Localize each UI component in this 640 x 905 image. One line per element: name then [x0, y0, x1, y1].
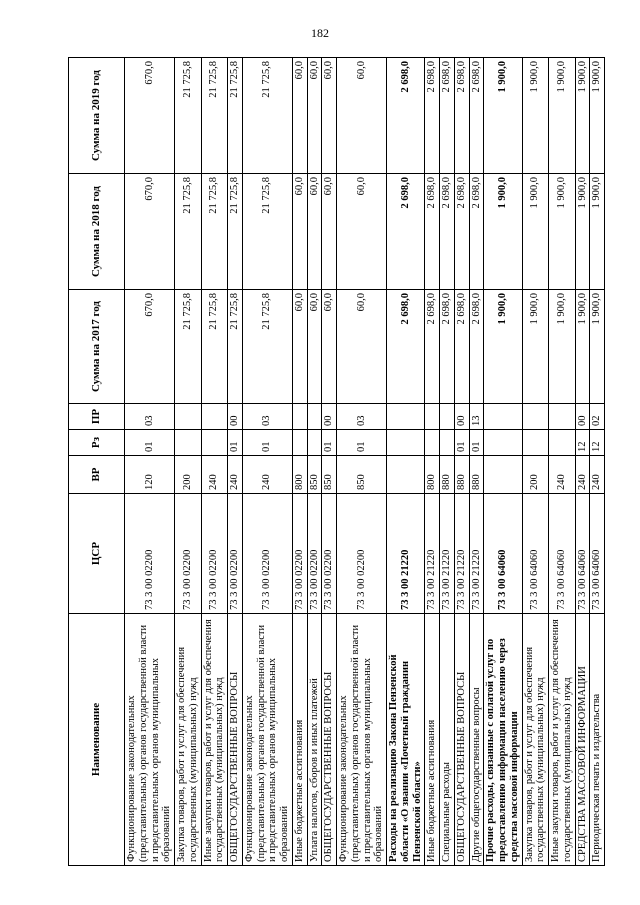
cell-y2019: 1 900,0 [522, 58, 549, 174]
table-row [201, 58, 228, 866]
cell-rz [307, 430, 322, 456]
table-row [425, 58, 440, 866]
cell-rz [387, 430, 425, 456]
cell-pr [292, 404, 307, 430]
cell-y2018: 1 900,0 [522, 174, 549, 290]
cell-rz [175, 430, 202, 456]
cell-rz [292, 430, 307, 456]
cell-rz: 01 [469, 430, 484, 456]
header-rz: Рз [69, 430, 125, 456]
cell-pr: 03 [337, 404, 387, 430]
cell-vr: 200 [175, 456, 202, 494]
table-row [175, 58, 202, 866]
cell-csr: 73 3 00 64060 [484, 494, 522, 614]
table-body [125, 58, 605, 866]
cell-y2019: 1 900,0 [549, 58, 576, 174]
cell-y2017: 60,0 [337, 290, 387, 404]
cell-pr [522, 404, 549, 430]
cell-rz: 01 [125, 430, 175, 456]
cell-pr: 03 [125, 404, 175, 430]
cell-y2019: 21 725,8 [175, 58, 202, 174]
cell-y2017: 60,0 [292, 290, 307, 404]
cell-y2019: 2 698,0 [425, 58, 440, 174]
cell-rz: 01 [337, 430, 387, 456]
cell-y2019: 2 698,0 [440, 58, 455, 174]
cell-csr: 73 3 00 02200 [175, 494, 202, 614]
cell-name: Периодическая печать и издательства [590, 614, 605, 866]
cell-y2018: 2 698,0 [469, 174, 484, 290]
cell-y2019: 60,0 [307, 58, 322, 174]
cell-rz [425, 430, 440, 456]
cell-name: ОБЩЕГОСУДАРСТВЕННЫЕ ВОПРОСЫ [322, 614, 337, 866]
cell-y2018: 21 725,8 [228, 174, 243, 290]
table-row [469, 58, 484, 866]
cell-y2018: 60,0 [307, 174, 322, 290]
cell-y2019: 1 900,0 [484, 58, 522, 174]
cell-y2018: 2 698,0 [440, 174, 455, 290]
cell-y2018: 670,0 [125, 174, 175, 290]
cell-vr: 240 [590, 456, 605, 494]
cell-rz: 01 [454, 430, 469, 456]
cell-name: Уплата налогов, сборов и иных платежей [307, 614, 322, 866]
table-row [522, 58, 549, 866]
budget-table [68, 57, 605, 866]
cell-pr: 13 [469, 404, 484, 430]
cell-vr: 240 [575, 456, 590, 494]
header-pr: ПР [69, 404, 125, 430]
cell-pr: 00 [575, 404, 590, 430]
cell-name: Функционирование законодательных (представительных) органов государственной власти и представительных органов муниципальных образований [242, 614, 292, 866]
cell-pr [175, 404, 202, 430]
cell-csr: 73 3 00 02200 [125, 494, 175, 614]
cell-name: Специальные расходы [440, 614, 455, 866]
cell-name: Иные бюджетные ассигнования [425, 614, 440, 866]
cell-rz [549, 430, 576, 456]
cell-y2018: 60,0 [322, 174, 337, 290]
cell-vr [387, 456, 425, 494]
cell-vr: 240 [201, 456, 228, 494]
rotated-table-container [68, 58, 603, 866]
table-row [440, 58, 455, 866]
cell-y2017: 2 698,0 [454, 290, 469, 404]
rotated-table-area [68, 58, 603, 866]
cell-y2019: 2 698,0 [387, 58, 425, 174]
header-name: Наименование [69, 614, 125, 866]
cell-pr [484, 404, 522, 430]
cell-y2019: 60,0 [322, 58, 337, 174]
cell-y2018: 60,0 [337, 174, 387, 290]
cell-csr: 73 3 00 21220 [454, 494, 469, 614]
table-row [228, 58, 243, 866]
table-row [307, 58, 322, 866]
table-row [292, 58, 307, 866]
cell-y2017: 2 698,0 [440, 290, 455, 404]
cell-csr: 73 3 00 02200 [201, 494, 228, 614]
cell-y2017: 1 900,0 [549, 290, 576, 404]
cell-vr: 240 [549, 456, 576, 494]
header-2017: Сумма на 2017 год [69, 290, 125, 404]
cell-y2018: 60,0 [292, 174, 307, 290]
cell-csr: 73 3 00 02200 [307, 494, 322, 614]
cell-rz: 01 [228, 430, 243, 456]
cell-pr [549, 404, 576, 430]
header-2019: Сумма на 2019 год [69, 58, 125, 174]
cell-vr: 240 [228, 456, 243, 494]
cell-vr: 880 [469, 456, 484, 494]
cell-y2019: 21 725,8 [201, 58, 228, 174]
cell-y2017: 21 725,8 [242, 290, 292, 404]
cell-vr: 200 [522, 456, 549, 494]
cell-name: Иные закупки товаров, работ и услуг для обеспечения государственных (муниципальных) нужд [549, 614, 576, 866]
cell-rz: 01 [242, 430, 292, 456]
cell-name: Закупка товаров, работ и услуг для обеспечения государственных (муниципальных) нужд [175, 614, 202, 866]
cell-csr: 73 3 00 64060 [522, 494, 549, 614]
header-row [69, 58, 125, 866]
page-number: 182 [311, 26, 329, 40]
cell-name: СРЕДСТВА МАССОВОЙ ИНФОРМАЦИИ [575, 614, 590, 866]
cell-csr: 73 3 00 02200 [292, 494, 307, 614]
cell-vr: 850 [337, 456, 387, 494]
header-vr: ВР [69, 456, 125, 494]
cell-y2019: 2 698,0 [469, 58, 484, 174]
table-row [125, 58, 175, 866]
table-row [454, 58, 469, 866]
cell-y2019: 21 725,8 [242, 58, 292, 174]
cell-name: ОБЩЕГОСУДАРСТВЕННЫЕ ВОПРОСЫ [228, 614, 243, 866]
cell-name: Функционирование законодательных (представительных) органов государственной власти и представительных органов муниципальных образований [125, 614, 175, 866]
cell-csr: 73 3 00 21220 [469, 494, 484, 614]
table-row [337, 58, 387, 866]
cell-y2017: 2 698,0 [387, 290, 425, 404]
cell-name: Иные бюджетные ассигнования [292, 614, 307, 866]
cell-y2019: 670,0 [125, 58, 175, 174]
table-header [69, 58, 125, 866]
cell-y2018: 1 900,0 [575, 174, 590, 290]
cell-y2017: 2 698,0 [425, 290, 440, 404]
cell-y2019: 2 698,0 [454, 58, 469, 174]
cell-pr [387, 404, 425, 430]
cell-name: Расходы на реализацию Закона Пензенской области «О звании «Почетный гражданин Пензенской области» [387, 614, 425, 866]
cell-csr: 73 3 00 02200 [337, 494, 387, 614]
cell-pr: 00 [228, 404, 243, 430]
cell-name: ОБЩЕГОСУДАРСТВЕННЫЕ ВОПРОСЫ [454, 614, 469, 866]
cell-csr: 73 3 00 64060 [549, 494, 576, 614]
cell-pr [440, 404, 455, 430]
cell-pr: 03 [242, 404, 292, 430]
table-row [590, 58, 605, 866]
cell-name: Закупка товаров, работ и услуг для обеспечения государственных (муниципальных) нужд [522, 614, 549, 866]
cell-y2017: 21 725,8 [175, 290, 202, 404]
table-row [549, 58, 576, 866]
cell-y2018: 1 900,0 [590, 174, 605, 290]
cell-pr [307, 404, 322, 430]
cell-csr: 73 3 00 02200 [242, 494, 292, 614]
cell-csr: 73 3 00 64060 [590, 494, 605, 614]
cell-y2019: 1 900,0 [575, 58, 590, 174]
header-2018: Сумма на 2018 год [69, 174, 125, 290]
cell-y2018: 21 725,8 [201, 174, 228, 290]
cell-csr: 73 3 00 64060 [575, 494, 590, 614]
cell-vr: 880 [454, 456, 469, 494]
cell-y2019: 60,0 [337, 58, 387, 174]
cell-pr: 02 [590, 404, 605, 430]
cell-name: Прочие расходы, связанные с оплатой услуг по предоставлению информации населению через средства массовой информации [484, 614, 522, 866]
cell-csr: 73 3 00 02200 [228, 494, 243, 614]
cell-vr: 240 [242, 456, 292, 494]
header-csr: ЦСР [69, 494, 125, 614]
cell-y2017: 21 725,8 [228, 290, 243, 404]
cell-y2018: 2 698,0 [425, 174, 440, 290]
cell-csr: 73 3 00 02200 [322, 494, 337, 614]
cell-rz [522, 430, 549, 456]
cell-vr [484, 456, 522, 494]
table-row [484, 58, 522, 866]
cell-rz [440, 430, 455, 456]
cell-y2017: 2 698,0 [469, 290, 484, 404]
cell-y2019: 60,0 [292, 58, 307, 174]
cell-csr: 73 3 00 21220 [440, 494, 455, 614]
cell-name: Иные закупки товаров, работ и услуг для обеспечения государственных (муниципальных) нужд [201, 614, 228, 866]
cell-y2017: 1 900,0 [484, 290, 522, 404]
cell-y2017: 1 900,0 [522, 290, 549, 404]
cell-pr: 00 [322, 404, 337, 430]
cell-pr [201, 404, 228, 430]
cell-y2017: 60,0 [322, 290, 337, 404]
cell-y2017: 1 900,0 [575, 290, 590, 404]
cell-y2017: 1 900,0 [590, 290, 605, 404]
table-row [575, 58, 590, 866]
table-row [387, 58, 425, 866]
cell-y2019: 21 725,8 [228, 58, 243, 174]
cell-vr: 880 [440, 456, 455, 494]
cell-y2018: 21 725,8 [175, 174, 202, 290]
cell-csr: 73 3 00 21220 [425, 494, 440, 614]
cell-y2018: 1 900,0 [549, 174, 576, 290]
cell-y2017: 670,0 [125, 290, 175, 404]
cell-vr: 800 [425, 456, 440, 494]
cell-name: Функционирование законодательных (представительных) органов государственной власти и представительных органов муниципальных образований [337, 614, 387, 866]
cell-pr [425, 404, 440, 430]
cell-pr: 00 [454, 404, 469, 430]
cell-y2018: 2 698,0 [454, 174, 469, 290]
cell-y2019: 1 900,0 [590, 58, 605, 174]
table-row [322, 58, 337, 866]
cell-y2018: 1 900,0 [484, 174, 522, 290]
cell-csr: 73 3 00 21220 [387, 494, 425, 614]
table-row [242, 58, 292, 866]
cell-vr: 850 [307, 456, 322, 494]
cell-rz: 12 [590, 430, 605, 456]
cell-name: Другие общегосударственные вопросы [469, 614, 484, 866]
cell-y2018: 2 698,0 [387, 174, 425, 290]
cell-y2018: 21 725,8 [242, 174, 292, 290]
cell-y2017: 60,0 [307, 290, 322, 404]
cell-rz [484, 430, 522, 456]
cell-y2017: 21 725,8 [201, 290, 228, 404]
cell-vr: 800 [292, 456, 307, 494]
cell-vr: 850 [322, 456, 337, 494]
cell-rz: 01 [322, 430, 337, 456]
cell-vr: 120 [125, 456, 175, 494]
cell-rz: 12 [575, 430, 590, 456]
cell-rz [201, 430, 228, 456]
